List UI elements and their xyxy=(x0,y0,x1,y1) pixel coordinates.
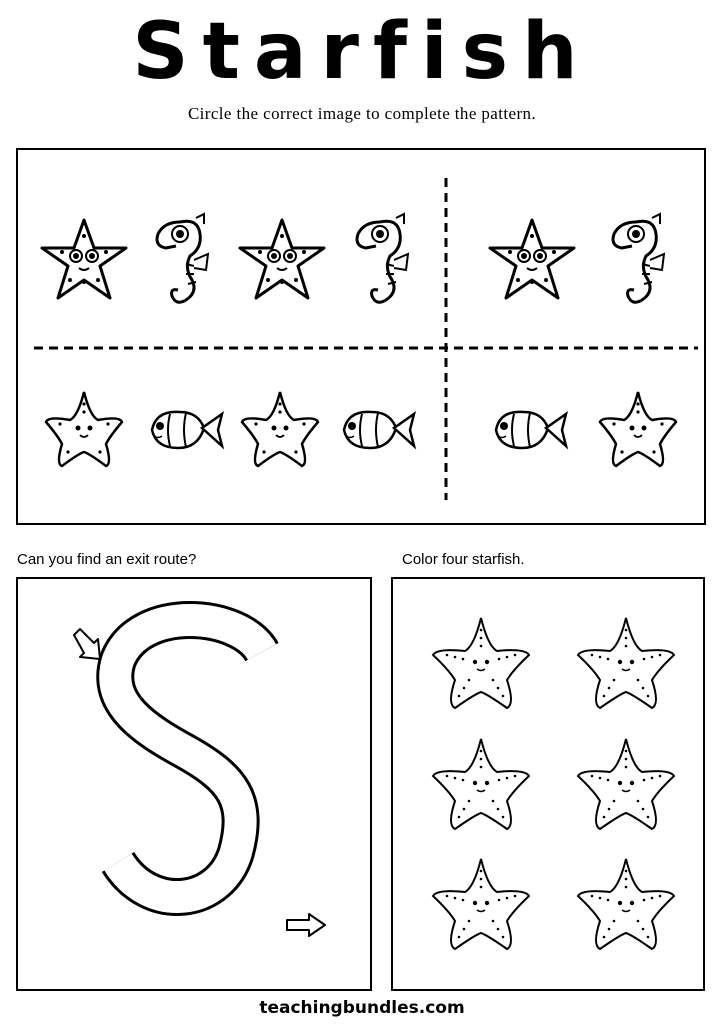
coloring-section-label: Color four starfish. xyxy=(402,551,525,568)
instruction-text: Circle the correct image to complete the pattern. xyxy=(187,104,537,123)
footer-website: teachingbundles.com xyxy=(259,998,465,1018)
page-title: Starfish xyxy=(132,7,592,97)
maze-section-label: Can you find an exit route? xyxy=(17,551,197,568)
